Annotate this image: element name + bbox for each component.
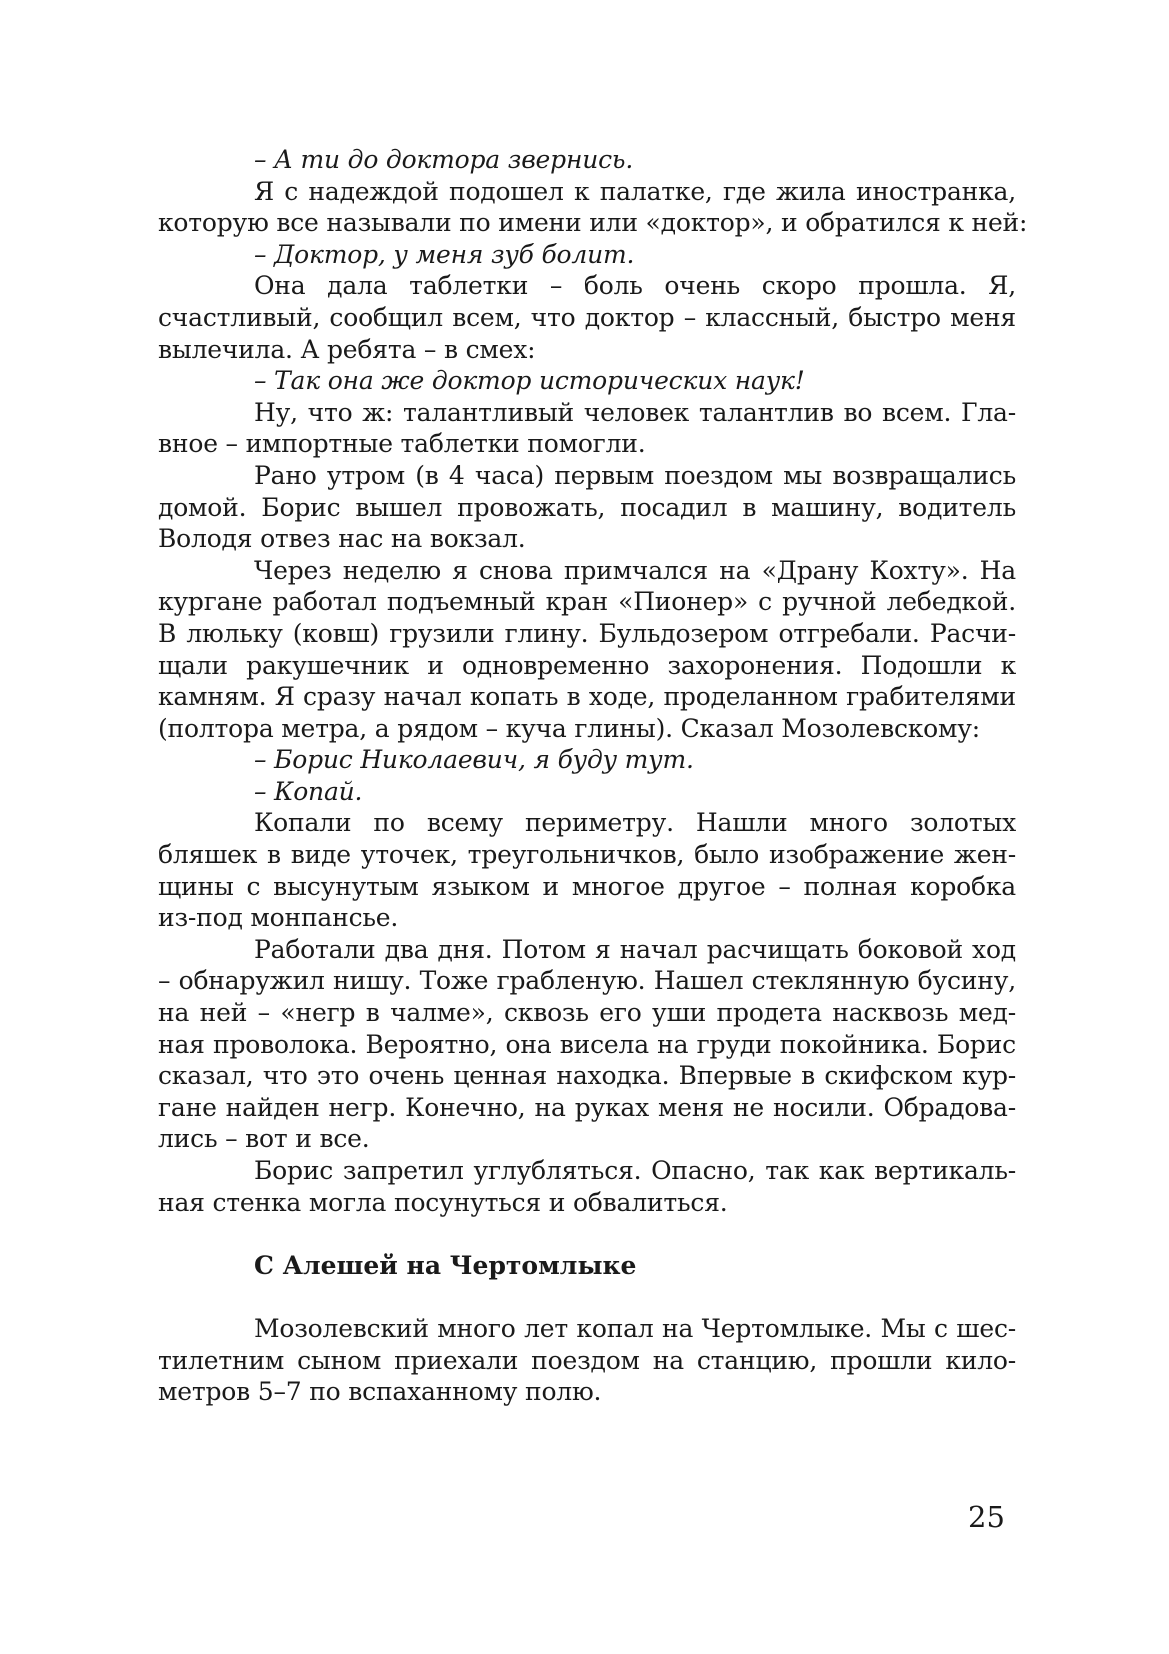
paragraph-line: ная стенка могла посунуться и обвалиться. xyxy=(158,1187,728,1217)
paragraph-line: метров 5–7 по вспаханному полю. xyxy=(158,1377,602,1407)
paragraph-line: тилетним сыном приехали поездом на станцию, прошли кило- xyxy=(158,1345,1016,1375)
paragraph-line: бляшек в виде уточек, треугольничков, было изображение жен- xyxy=(158,840,1016,870)
paragraph-line: вное – импортные таблетки помогли. xyxy=(158,429,646,459)
dialogue-line: – А ти до доктора звернись. xyxy=(254,145,634,174)
paragraph-line: Рано утром (в 4 часа) первым поездом мы возвращались xyxy=(254,460,1016,490)
paragraph-line: – обнаружил нишу. Тоже грабленую. Нашел стеклянную бусину, xyxy=(158,966,1016,996)
dialogue-line: – Борис Николаевич, я буду тут. xyxy=(254,745,694,775)
paragraph-line: гане найден негр. Конечно, на руках меня не носили. Обрадова- xyxy=(158,1092,1016,1122)
paragraph-line: Она дала таблетки – боль очень скоро прошла. Я, xyxy=(254,271,1016,301)
section-spacer xyxy=(158,1218,1016,1250)
paragraph-line: (полтора метра, а рядом – куча глины). Сказал Мозолевскому: xyxy=(158,713,981,743)
paragraph-line: Борис запретил углубляться. Опасно, так как вертикаль- xyxy=(254,1156,1016,1185)
section-heading: С Алешей на Чертомлыке xyxy=(254,1250,637,1280)
paragraph-line: на ней – «негр в чалме», сквозь его уши продета насквозь мед- xyxy=(158,998,1016,1028)
paragraph-line: Копали по всему периметру. Нашли много золотых xyxy=(254,808,1016,838)
dialogue-line: – Так она же доктор исторических наук! xyxy=(254,366,805,396)
paragraph-line: счастливый, сообщил всем, что доктор – классный, быстро меня xyxy=(158,302,1016,332)
paragraph-line: которую все называли по имени или «доктор», и обратился к ней: xyxy=(158,208,1028,238)
paragraph-line: ная проволока. Вероятно, она висела на груди покойника. Борис xyxy=(158,1029,1016,1059)
paragraph-line: домой. Борис вышел провожать, посадил в машину, водитель xyxy=(158,492,1016,522)
page-text-block xyxy=(158,144,1028,1408)
paragraph-line: Ну, что ж: талантливый человек талантлив во всем. Гла- xyxy=(254,397,1016,427)
paragraph-line: кургане работал подъемный кран «Пионер» с ручной лебедкой. xyxy=(158,587,1016,617)
paragraph-line: Через неделю я снова примчался на «Драну Кохту». На xyxy=(254,555,1016,585)
paragraph-line: щали ракушечник и одновременно захоронения. Подошли к xyxy=(158,650,1016,680)
paragraph-line: лись – вот и все. xyxy=(158,1124,370,1154)
paragraph-line: камням. Я сразу начал копать в ходе, проделанном грабителями xyxy=(158,682,1016,712)
paragraph-line: сказал, что это очень ценная находка. Впервые в скифском кур- xyxy=(158,1061,1016,1091)
paragraph-line: щины с высунутым языком и многое другое – полная коробка xyxy=(158,871,1016,901)
section-spacer xyxy=(158,1281,1016,1313)
paragraph-line: Работали два дня. Потом я начал расчищать боковой ход xyxy=(254,934,1016,964)
dialogue-line: – Копай. xyxy=(254,776,363,806)
paragraph-line: из-под монпансье. xyxy=(158,903,399,933)
paragraph-line: Я с надеждой подошел к палатке, где жила иностранка, xyxy=(254,176,1016,206)
paragraph-line: В люльку (ковш) грузили глину. Бульдозером отгребали. Расчи- xyxy=(158,618,1016,648)
dialogue-line: – Доктор, у меня зуб болит. xyxy=(254,239,635,269)
paragraph-line: Мозолевский много лет копал на Чертомлыке. Мы с шес- xyxy=(254,1313,1016,1343)
paragraph-line: вылечила. А ребята – в смех: xyxy=(158,334,536,364)
paragraph-line: Володя отвез нас на вокзал. xyxy=(158,524,526,554)
page-number: 25 xyxy=(968,1500,1005,1534)
